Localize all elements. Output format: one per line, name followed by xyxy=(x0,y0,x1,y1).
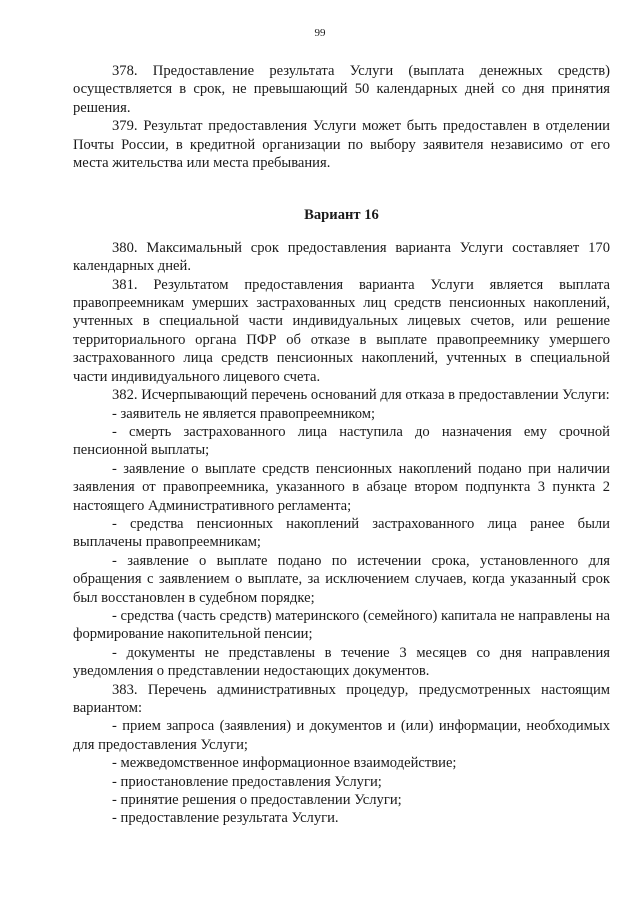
paragraph-379: 379. Результат предоставления Услуги может быть предоставлен в отделении Почты России, в кредитной организации по выбору заявителя независимо от его места жительства или места пребывания. xyxy=(73,118,610,172)
list-item: - средства пенсионных накоплений застрахованного лица ранее были выплачены правопреемникам; xyxy=(73,515,610,551)
list-item: - средства (часть средств) материнского (семейного) капитала не направлены на формирование накопительной пенсии; xyxy=(73,607,610,643)
paragraph-382: 382. Исчерпывающий перечень оснований для отказа в предоставлении Услуги: xyxy=(112,387,610,404)
page-body xyxy=(73,62,610,828)
paragraph-383: 383. Перечень административных процедур, предусмотренных настоящим вариантом: xyxy=(73,681,610,716)
list-item: - заявление о выплате средств пенсионных накоплений подано при наличии заявления от правопреемника, указанного в абзаце втором подпункта 3 пункта 2 настоящего Административного регламента; xyxy=(73,460,610,514)
paragraph-381: 381. Результатом предоставления варианта Услуги является выплата правопреемникам умерших застрахованных лиц средств пенсионных накоплений, учтенных в специальной части индивидуальных лицевых счетов, или решение территориального органа ПФР об отказе в выплате правопреемнику умершего застрахованного лица средств пенсионных накоплений, учтенных в специальной части индивидуального лицевого счета. xyxy=(73,276,610,385)
section-heading: Вариант 16 xyxy=(304,207,379,224)
list-item: - приостановление предоставления Услуги; xyxy=(112,773,382,790)
list-item: - заявление о выплате подано по истечении срока, установленного для обращения с заявлением о выплате, за исключением случаев, когда указанный срок был восстановлен в судебном порядке; xyxy=(73,552,610,606)
list-item: - заявитель не является правопреемником; xyxy=(112,405,376,422)
list-item: - документы не представлены в течение 3 месяцев со дня направления уведомления о представлении недостающих документов. xyxy=(73,644,610,680)
paragraph-378: 378. Предоставление результата Услуги (выплата денежных средств) осуществляется в срок, не превышающий 50 календарных дней со дня принятия решения. xyxy=(73,63,610,116)
list-item: - прием запроса (заявления) и документов и (или) информации, необходимых для предоставления Услуги; xyxy=(73,718,610,753)
page-number: 99 xyxy=(314,27,326,39)
list-item: - смерть застрахованного лица наступила до назначения ему срочной пенсионной выплаты; xyxy=(73,423,610,459)
list-item: - предоставление результата Услуги. xyxy=(112,810,339,827)
list-item: - межведомственное информационное взаимодействие; xyxy=(112,755,457,772)
list-item: - принятие решения о предоставлении Услуги; xyxy=(112,792,402,809)
paragraph-380: 380. Максимальный срок предоставления варианта Услуги составляет 170 календарных дней. xyxy=(73,239,610,275)
